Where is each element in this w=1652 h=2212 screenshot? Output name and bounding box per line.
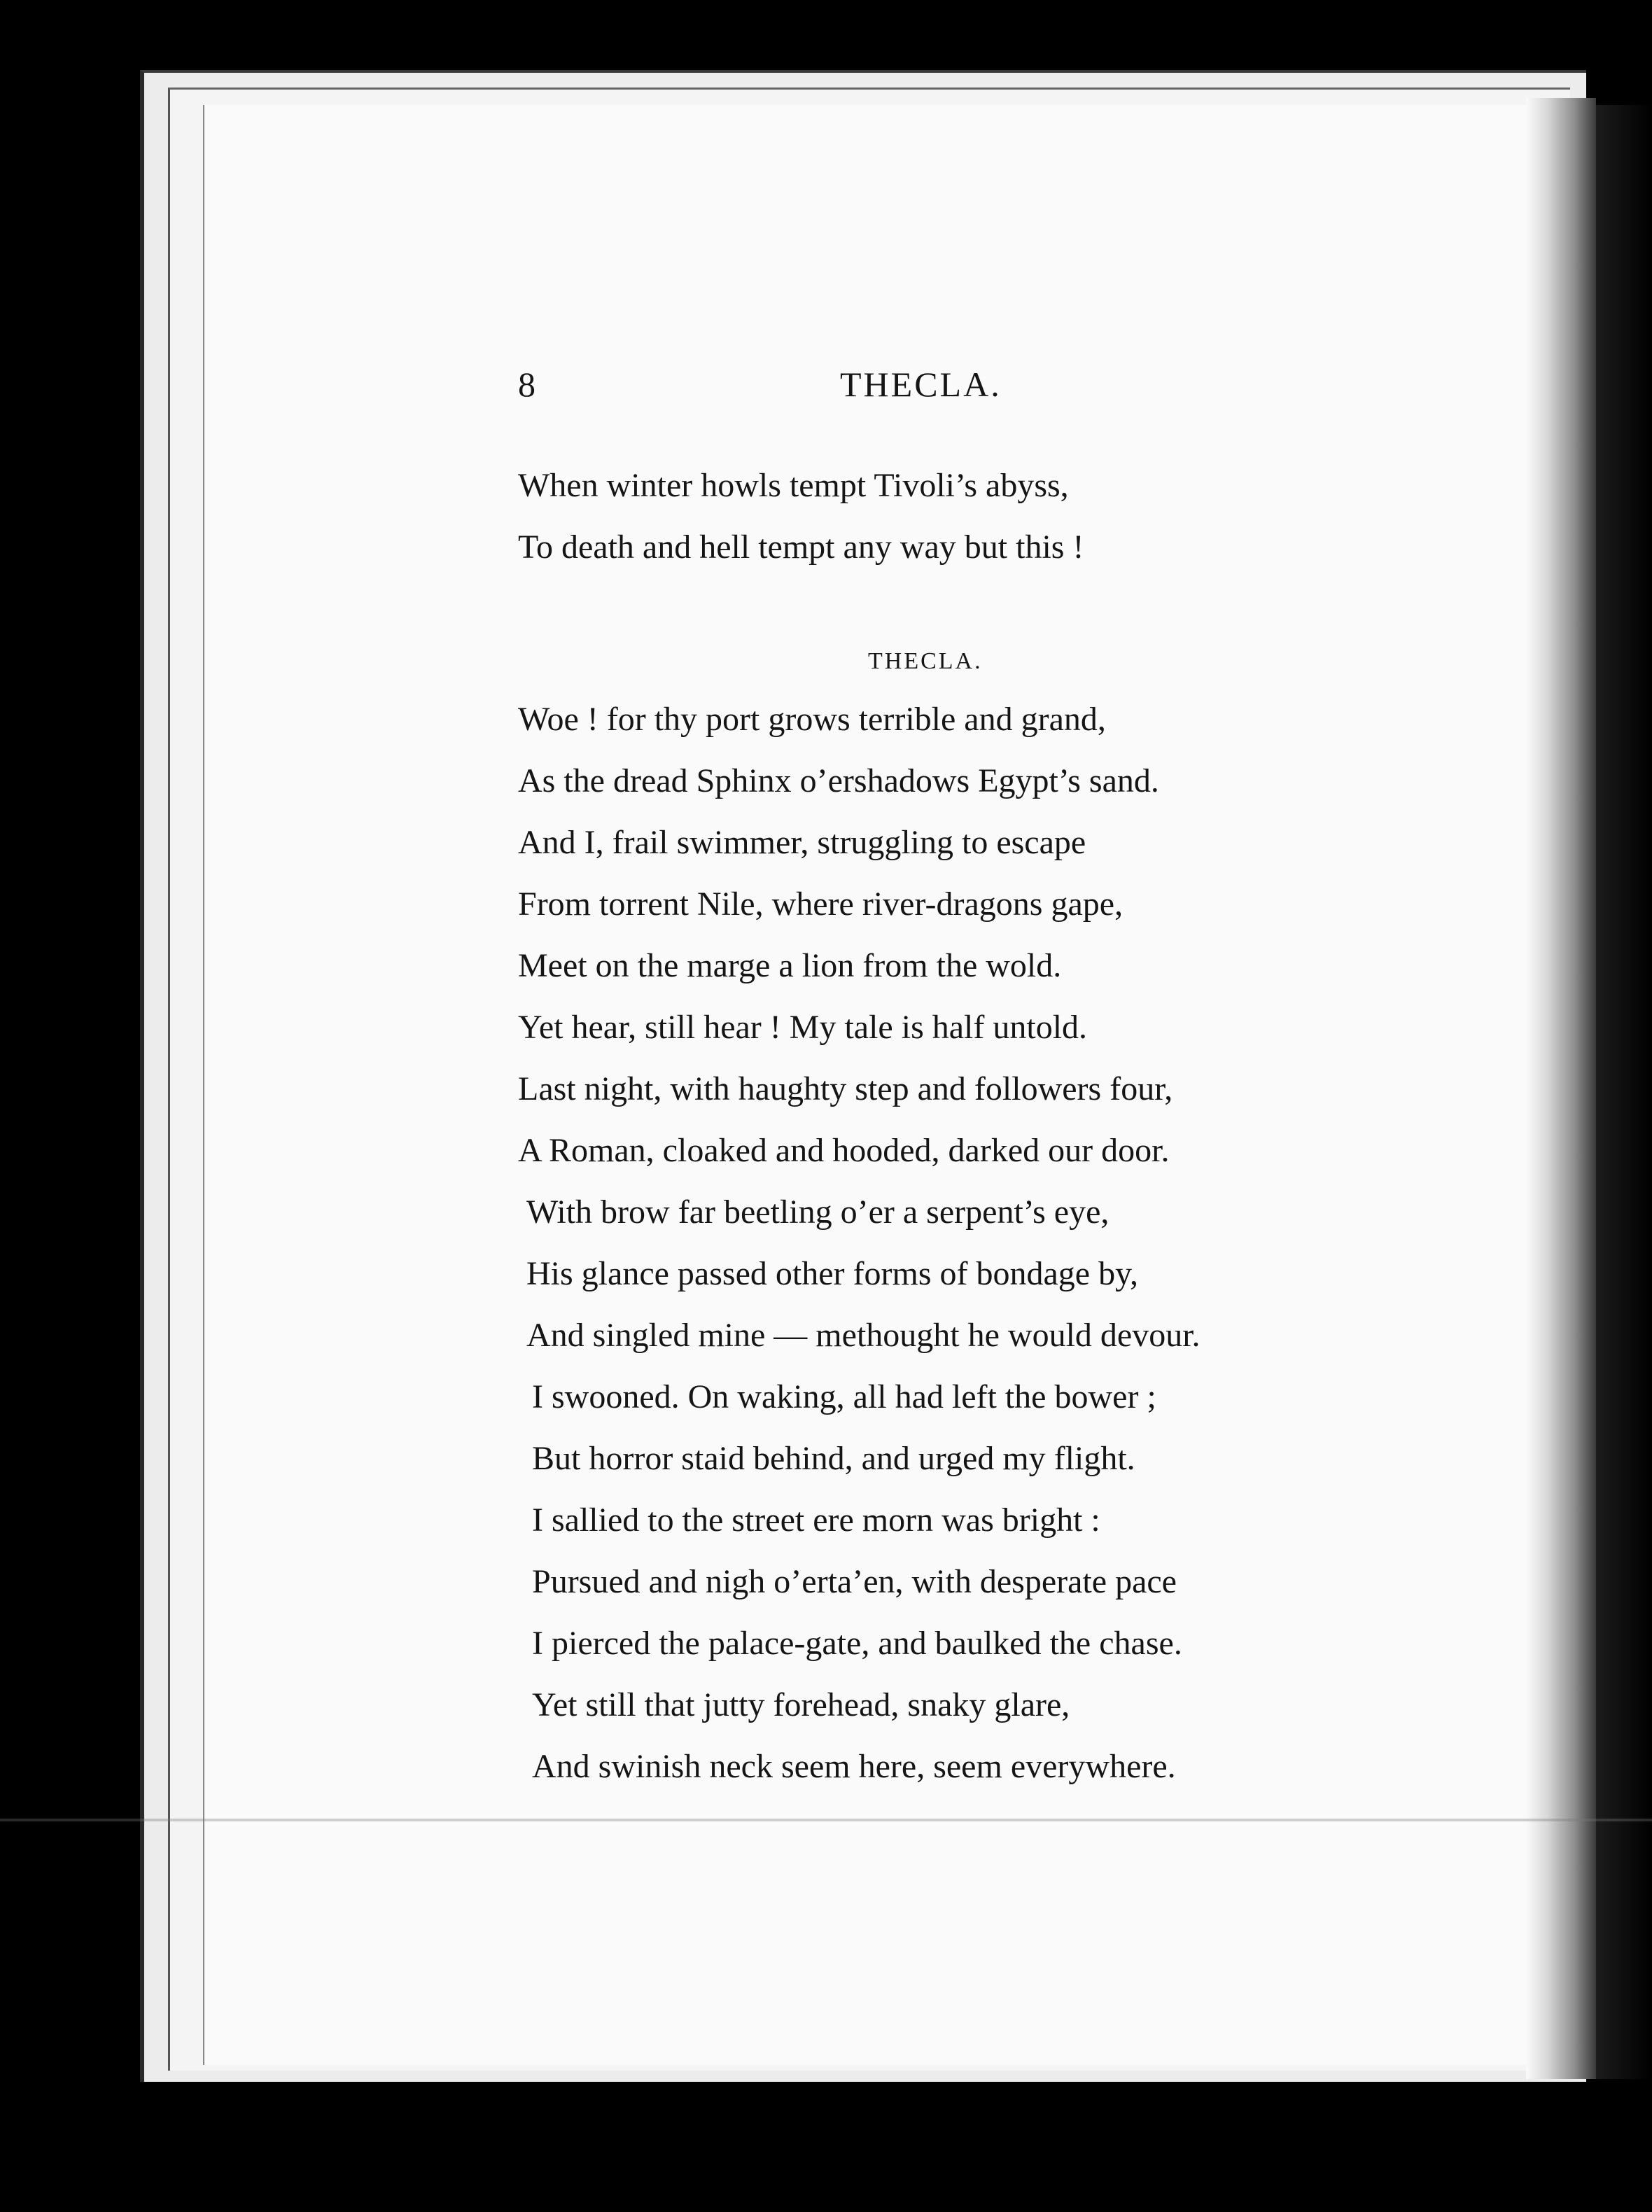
speaker-heading: THECLA. (868, 648, 983, 674)
binding-gutter-shadow (1526, 98, 1596, 2079)
verse-line: Pursued and nigh o’erta’en, with desperate pace (532, 1563, 1177, 1600)
verse-line: Meet on the marge a lion from the wold. (518, 947, 1062, 984)
speech-lines (518, 689, 1330, 1798)
verse-line: As the dread Sphinx o’ershadows Egypt’s sand. (518, 762, 1159, 799)
scan-artifact-line (0, 1819, 1652, 1821)
verse-line: His glance passed other forms of bondage by, (526, 1255, 1138, 1292)
verse-line: From torrent Nile, where river-dragons gape, (518, 886, 1124, 923)
verse-line: Yet hear, still hear ! My tale is half untold. (518, 1009, 1088, 1046)
verse-line: But horror staid behind, and urged my flight. (532, 1440, 1135, 1477)
verse-line: And I, frail swimmer, struggling to escape (518, 824, 1086, 861)
verse-line: I pierced the palace-gate, and baulked the chase. (532, 1625, 1182, 1662)
verse-line: To death and hell tempt any way but this ! (518, 528, 1084, 566)
verse-line: Yet still that jutty forehead, snaky glare, (532, 1686, 1070, 1723)
opening-lines (518, 455, 1330, 578)
page-text (518, 364, 1330, 1798)
verse-line: And singled mine — methought he would devour. (526, 1317, 1200, 1354)
verse-line: I swooned. On waking, all had left the bower ; (532, 1378, 1156, 1415)
verse-line: With brow far beetling o’er a serpent’s eye, (526, 1194, 1110, 1231)
right-dark-edge (1596, 105, 1652, 2079)
page-number: 8 (518, 365, 537, 404)
verse-line: I sallied to the street ere morn was bright : (532, 1502, 1100, 1539)
verse-line: A Roman, cloaked and hooded, darked our door. (518, 1132, 1170, 1169)
verse-line: And swinish neck seem here, seem everywhere. (532, 1748, 1176, 1785)
verse-line: Woe ! for thy port grows terrible and grand, (518, 701, 1106, 738)
verse-line: When winter howls tempt Tivoli’s abyss, (518, 467, 1069, 504)
running-head (518, 364, 1330, 420)
running-title: THECLA. (840, 365, 1002, 404)
verse-line: Last night, with haughty step and followers four, (518, 1070, 1173, 1107)
